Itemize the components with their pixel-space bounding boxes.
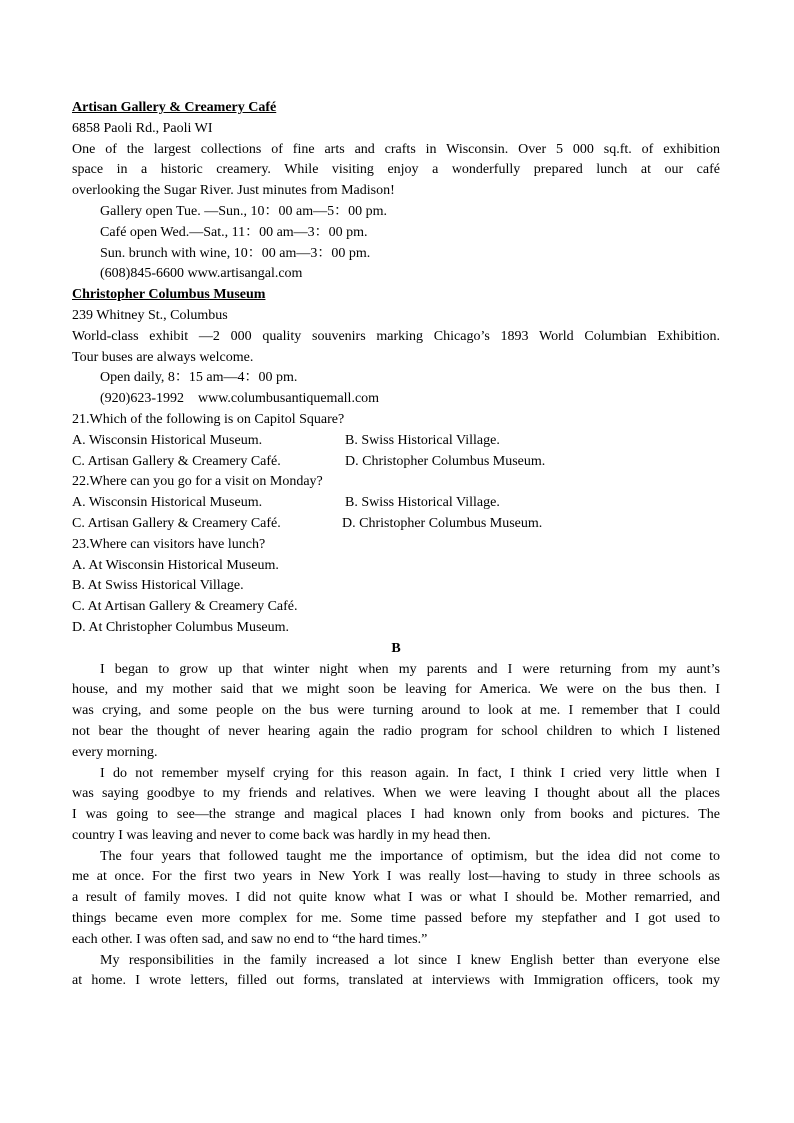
ad-address-artisan: 6858 Paoli Rd., Paoli WI [72,120,213,136]
ad-info-line: (608)845-6600 www.artisangal.com [100,266,303,282]
ad-desc-line: Tour buses are always welcome. [72,349,254,365]
option-b: B. At Swiss Historical Village. [72,578,244,594]
paragraph-line: I do not remember myself crying for this reason again. In fact, I think I cried very little when I [100,765,720,781]
paragraph-line: not bear the thought of never hearing again the radio program for school children to which I listened [72,723,720,739]
option-row [72,514,720,535]
option-b: B. Swiss Historical Village. [345,432,500,448]
option-d: D. Christopher Columbus Museum. [345,453,546,469]
paragraph-line: country I was leaving and never to come back was hardly in my head then. [72,827,491,843]
paragraph-line: My responsibilities in the family increased a lot since I knew English better than everyone else [100,952,720,968]
option-c: C. At Artisan Gallery & Creamery Café. [72,599,298,615]
paragraph-line: every morning. [72,744,158,760]
paragraph-line: a result of family moves. I did not quite know what I was or what I should be. Mother remarried, and [72,890,720,906]
question-23: 23.Where can visitors have lunch? [72,536,266,552]
question-22: 22.Where can you go for a visit on Monday? [72,474,323,490]
paragraph-line: I began to grow up that winter night when my parents and I were returning from my aunt’s [100,661,720,677]
ad-title-artisan: Artisan Gallery & Creamery Café [72,100,277,115]
ad-info-line: Open daily, 8：15 am—4：00 pm. [100,370,298,386]
paragraph-line: was crying, and some people on the bus were turning around to look at me. I remember that I could [72,703,720,719]
paragraph-line: at home. I wrote letters, filled out forms, translated at interviews with Immigration officers, took my [72,973,720,989]
question-21: 21.Which of the following is on Capitol Square? [72,411,345,427]
option-row [72,431,720,452]
ad-desc-line: overlooking the Sugar River. Just minutes from Madison! [72,183,395,199]
paragraph-line: was saying goodbye to my friends and relatives. When we were leaving I thought about all the places [72,786,720,802]
paragraph-2 [72,764,720,847]
paragraph-1 [72,660,720,764]
document-content [72,98,720,992]
paragraph-3 [72,847,720,951]
ad-desc-line: World-class exhibit —2 000 quality souvenirs marking Chicago’s 1893 World Columbian Exhibition. [72,328,720,344]
paragraph-line: The four years that followed taught me the importance of optimism, but the idea did not come to [100,848,720,864]
option-a: A. Wisconsin Historical Museum. [72,495,263,511]
option-row [72,452,720,473]
option-c: C. Artisan Gallery & Creamery Café. [72,453,281,469]
paragraph-4 [72,951,720,993]
option-d: D. Christopher Columbus Museum. [342,515,543,531]
option-b: B. Swiss Historical Village. [345,495,500,511]
ad-desc-line: space in a historic creamery. While visiting enjoy a wonderfully prepared lunch at our café [72,162,720,178]
paragraph-line: me at once. For the first two years in New York I was really lost—having to study in three schools as [72,869,720,885]
ad-desc-line: One of the largest collections of fine arts and crafts in Wisconsin. Over 5 000 sq.ft. of exhibition [72,141,720,157]
paragraph-line: I was going to see—the strange and magical places I had known only from books and pictures. The [72,807,720,823]
option-d: D. At Christopher Columbus Museum. [72,619,290,635]
option-c: C. Artisan Gallery & Creamery Café. [72,515,281,531]
option-row [72,493,720,514]
paragraph-line: things became even more complex for me. Some time passed before my stepfather and I got used to [72,911,720,927]
ad-info-line: Gallery open Tue. —Sun., 10：00 am—5：00 pm. [100,203,387,219]
section-heading-b: B [391,640,401,656]
option-a: A. At Wisconsin Historical Museum. [72,557,279,573]
ad-title-columbus: Christopher Columbus Museum [72,287,266,303]
paragraph-line: each other. I was often sad, and saw no end to “the hard times.” [72,931,428,947]
paragraph-line: house, and my mother said that we might soon be leaving for America. We were on the bus then. I [72,682,720,698]
ad-info-line: (920)623-1992 www.columbusantiquemall.com [100,391,380,407]
option-a: A. Wisconsin Historical Museum. [72,432,263,448]
ad-address-columbus: 239 Whitney St., Columbus [72,307,228,323]
ad-info-line: Café open Wed.—Sat., 11：00 am—3：00 pm. [100,224,368,240]
ad-info-line: Sun. brunch with wine, 10：00 am—3：00 pm. [100,245,371,261]
